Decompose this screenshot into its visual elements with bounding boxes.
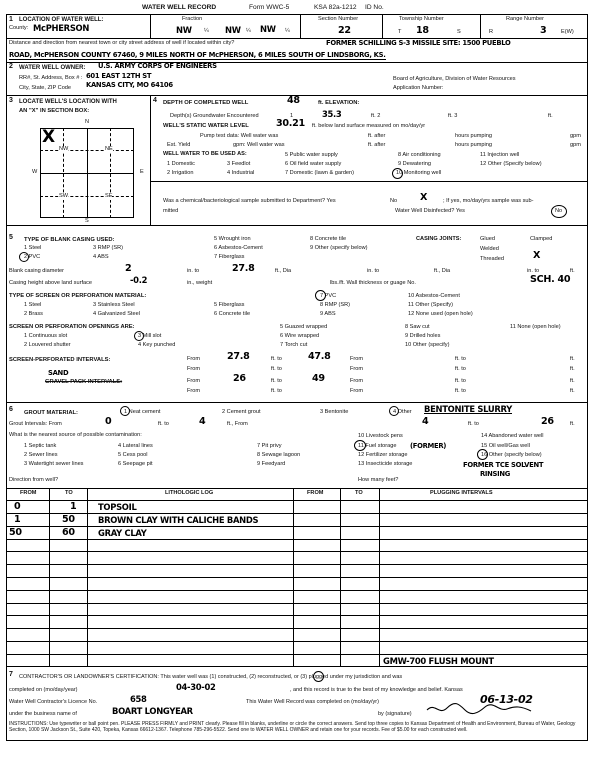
- spi-ft: ft.: [570, 356, 575, 362]
- joints-clamped[interactable]: Clamped: [530, 236, 553, 242]
- screen-other[interactable]: 11 Other (Specify): [408, 302, 453, 308]
- gi-from-value[interactable]: 0: [105, 416, 112, 427]
- fuel-note[interactable]: (FORMER): [410, 442, 447, 450]
- log-rule: [6, 513, 588, 514]
- screen-none[interactable]: 12 None used (open hole): [408, 311, 473, 317]
- log-header-plugging: PLUGGING INTERVALS: [430, 490, 493, 496]
- casing-rmp[interactable]: 3 RMP (SR): [93, 245, 124, 251]
- range-value[interactable]: 3: [540, 25, 547, 36]
- log-header-from: FROM: [20, 490, 37, 496]
- opening-key[interactable]: 4 Key punched: [138, 342, 176, 348]
- log-header-lithologic: LITHOLOGIC LOG: [165, 490, 214, 496]
- gi-from2-label: ft., From: [227, 421, 248, 427]
- pump-label: Pump test data: Well water was: [200, 133, 279, 139]
- use-lawn[interactable]: 7 Domestic (lawn & garden): [285, 170, 355, 176]
- contam-watertight[interactable]: 3 Watertight sewer lines: [24, 461, 84, 467]
- monitoring-circle: [392, 168, 403, 179]
- static-rest: ft. below land surface measured on mo/day/yr: [312, 123, 426, 129]
- id-label: ID No.: [365, 4, 384, 11]
- screen-steel[interactable]: 1 Steel: [24, 302, 42, 308]
- grout-other-value[interactable]: BENTONITE SLURRY: [424, 404, 512, 414]
- location-x-mark[interactable]: X: [42, 127, 55, 147]
- gravel-label: GRAVEL PACK INTERVALS:: [45, 379, 123, 385]
- joints-threaded[interactable]: Threaded: [480, 256, 504, 262]
- section-number-label: Section Number: [318, 16, 359, 22]
- opening-mill[interactable]: 3 Mill slot: [138, 333, 162, 339]
- log-rule: [6, 603, 588, 604]
- screen-galvanized[interactable]: 4 Galvanized Steel: [93, 311, 140, 317]
- dia-in-to: in. to: [187, 268, 200, 274]
- contam-insecticide[interactable]: 13 Insecticide storage: [358, 461, 413, 467]
- joints-welded[interactable]: Welded: [480, 246, 499, 252]
- threaded-x[interactable]: X: [533, 250, 541, 261]
- joints-label: CASING JOINTS:: [416, 236, 462, 242]
- gp-to-value[interactable]: 49: [312, 373, 325, 384]
- dia-in-to-3: in. to: [527, 268, 540, 274]
- screen-title: TYPE OF SCREEN OR PERFORATION MATERIAL:: [9, 293, 147, 299]
- mill-slot-circle: [134, 331, 144, 341]
- contam-septic[interactable]: 1 Septic tank: [24, 443, 57, 449]
- casing-other[interactable]: 9 Other (specify below): [310, 245, 368, 251]
- use-public[interactable]: 5 Public water supply: [285, 152, 338, 158]
- opening-gauzed[interactable]: 5 Guazed wrapped: [280, 324, 328, 330]
- s3-subtitle: AN "X" IN SECTION BOX:: [19, 108, 90, 114]
- direction-label: Direction from well?: [9, 477, 59, 483]
- pump-ft: ft. after: [368, 133, 386, 139]
- log-row-2-to[interactable]: 50: [62, 514, 75, 525]
- contam-fuel[interactable]: 11 Fuel storage: [358, 443, 397, 449]
- range-prefix: R: [489, 29, 494, 35]
- fraction-q1[interactable]: NW: [176, 25, 192, 35]
- sand-label[interactable]: SAND: [48, 369, 69, 377]
- owner-address[interactable]: 601 EAST 12TH ST: [86, 72, 152, 80]
- gw-1-value[interactable]: 35.3: [322, 109, 342, 119]
- weight-rest: lbs./ft. Wall thickness or guage No.: [330, 280, 416, 286]
- log-rule: [6, 577, 588, 578]
- pump-gpm: gpm: [570, 133, 581, 139]
- log-row-3-to[interactable]: 60: [62, 527, 75, 538]
- use-oilfield[interactable]: 6 Oil field water supply: [285, 161, 342, 167]
- screen-asbestos[interactable]: 10 Asbestos-Cement: [408, 293, 460, 299]
- use-aircond[interactable]: 8 Air conditioning: [398, 152, 441, 158]
- other-note-1[interactable]: FORMER TCE SOLVENT: [463, 461, 544, 469]
- dia-in-to-2: in. to: [367, 268, 380, 274]
- screen-stainless[interactable]: 3 Stainless Steel: [93, 302, 135, 308]
- cert-line-1: CONTRACTOR'S OR LANDOWNER'S CERTIFICATION: This water well was (1) constructed, (2) reconstructed, or (3) plugged under my jurisdiction and was: [19, 674, 403, 680]
- cert-line-2a: completed on (mo/day/year): [9, 687, 78, 693]
- log-row-3-from[interactable]: 50: [9, 527, 22, 538]
- spi-to-4: ft. to: [455, 366, 466, 372]
- use-dewatering[interactable]: 9 Dewatering: [398, 161, 431, 167]
- quadrant-se: SE: [105, 193, 113, 199]
- gi-from2-value[interactable]: 4: [422, 416, 429, 427]
- s4-number: 4: [153, 97, 157, 104]
- use-label: WELL WATER TO BE USED AS:: [163, 151, 247, 157]
- s3-number: 3: [9, 97, 13, 104]
- screen-fiberglass[interactable]: 5 Fiberglass: [214, 302, 245, 308]
- business-name[interactable]: BOART LONGYEAR: [112, 706, 193, 716]
- distance-line-2[interactable]: ROAD, McPHERSON COUNTY 67460, 9 MILES NORTH OF McPHERSON, 6 MILES SOUTH OF LINDSBORG, KS.: [9, 51, 386, 59]
- log-note[interactable]: GMW-700 FLUSH MOUNT: [383, 656, 494, 666]
- opening-wire[interactable]: 6 Wire wrapped: [280, 333, 320, 339]
- gw-1-prefix: 1: [290, 113, 294, 119]
- casing-steel[interactable]: 1 Steel: [24, 245, 42, 251]
- spi-from-2: From: [350, 356, 364, 362]
- log-header-to: TO: [65, 490, 73, 496]
- log-row-1-from[interactable]: 0: [14, 501, 21, 512]
- instructions: INSTRUCTIONS: Use typewriter or ball point pen. PLEASE PRESS FIRMLY and PRINT clearly. Please fill in blanks, underline or circle the correct answers. Send top three copies to Kansas Department of Health and Environment, Bureau of Water, Geology Section, 1000 SW Jackson St., Suite 420, Topeka, Kansas 66612-1367. Telephone 785-296-5522. Send one to WATER WELL OWNER and retain one for your records. Fee of $5.00 for each constructed well.: [9, 721, 576, 733]
- yield-hours: hours pumping: [455, 142, 493, 148]
- spi-to-2: ft. to: [455, 356, 466, 362]
- log-row-2-from[interactable]: 1: [14, 514, 21, 525]
- contam-feedyard[interactable]: 9 Feedyard: [257, 461, 286, 467]
- cert-line-3b: This Water Well Record was completed on (mo/day/yr): [246, 699, 379, 705]
- form-number: Form WWC-5: [249, 4, 290, 11]
- s1-number: 1: [9, 16, 13, 23]
- signature-mark: [425, 700, 535, 718]
- use-domestic[interactable]: 1 Domestic: [167, 161, 195, 167]
- s2-number: 2: [9, 63, 13, 70]
- log-rule: [6, 654, 588, 655]
- section-number-value[interactable]: 22: [338, 25, 351, 36]
- height-value[interactable]: -0.2: [130, 275, 148, 285]
- opening-louvered[interactable]: 2 Louvered shutter: [24, 342, 71, 348]
- gp-from-2: From: [350, 378, 364, 384]
- township-prefix: T: [398, 29, 402, 35]
- quarter-mark-3: ¼: [285, 28, 290, 34]
- grout-label: GROUT MATERIAL:: [24, 410, 78, 416]
- form-title: WATER WELL RECORD: [142, 4, 217, 11]
- quadrant-ne: NE: [105, 146, 113, 152]
- gp-to-2: ft. to: [455, 378, 466, 384]
- gi-to-value[interactable]: 4: [199, 416, 206, 427]
- log-header-from-2: FROM: [307, 490, 324, 496]
- contam-abandoned[interactable]: 14 Abandoned water well: [481, 433, 544, 439]
- grout-neat-circle: [120, 406, 130, 416]
- log-rule: [6, 615, 588, 616]
- opening-continuous[interactable]: 1 Continuous slot: [24, 333, 68, 339]
- ksa-number: KSA 82a-1212: [314, 4, 357, 11]
- s2-title: WATER WELL OWNER:: [19, 65, 86, 71]
- fraction-q2[interactable]: NW: [225, 25, 241, 35]
- s1-title: LOCATION OF WATER WELL:: [19, 17, 104, 23]
- depth-value[interactable]: 48: [287, 95, 300, 106]
- compass-n: N: [85, 119, 90, 125]
- log-header-to-2: TO: [355, 490, 363, 496]
- log-row-1-to[interactable]: 1: [70, 501, 77, 512]
- board-label: Board of Agriculture, Division of Water Resources: [393, 76, 516, 82]
- constructed-circle: [313, 671, 324, 682]
- height-label: Casing height above land surface: [9, 280, 93, 286]
- county-label: County:: [9, 25, 29, 31]
- screen-concrete[interactable]: 6 Concrete tile: [214, 311, 251, 317]
- contam-lateral[interactable]: 4 Lateral lines: [118, 443, 153, 449]
- township-suffix: S: [457, 29, 461, 35]
- s6-number: 6: [9, 406, 13, 413]
- joints-glued[interactable]: Glued: [480, 236, 495, 242]
- dia-to-value[interactable]: 27.8: [232, 263, 255, 274]
- screen-pvc[interactable]: 7 PVC: [320, 293, 337, 299]
- chem-mitted: mitted: [163, 208, 179, 214]
- contam-livestock[interactable]: 10 Livestock pens: [358, 433, 403, 439]
- casing-pvc-circle: [19, 252, 29, 262]
- log-rule: [6, 641, 588, 642]
- county-value[interactable]: McPHERSON: [33, 23, 90, 33]
- contam-fertilizer[interactable]: 12 Fertilizer storage: [358, 452, 408, 458]
- signature-label: by (signature): [378, 711, 412, 717]
- contam-oilgas[interactable]: 15 Oil well/Gas well: [481, 443, 530, 449]
- dia-value[interactable]: 2: [125, 263, 132, 274]
- quarter-mark-1: ¼: [204, 28, 209, 34]
- licence-number[interactable]: 658: [130, 694, 147, 704]
- contam-other-circle: [477, 449, 488, 460]
- dia-ft-3: ft.: [570, 268, 575, 274]
- yield-ft: ft. after: [368, 142, 386, 148]
- use-industrial[interactable]: 4 Industrial: [227, 170, 255, 176]
- chem-no: No: [390, 198, 398, 204]
- contam-sewer[interactable]: 2 Sewer lines: [24, 452, 58, 458]
- chem-label: Was a chemical/bacteriological sample submitted to Department? Yes: [163, 198, 336, 204]
- township-value[interactable]: 18: [416, 25, 429, 36]
- use-irrigation[interactable]: 2 Irrigation: [167, 170, 194, 176]
- record-date[interactable]: 06-13-02: [480, 693, 533, 706]
- s7-number: 7: [9, 671, 13, 678]
- contam-label: What is the nearest source of possible contamination:: [9, 432, 142, 438]
- spi-from-value[interactable]: 27.8: [227, 351, 250, 362]
- yield-mid: gpm: Well water was: [233, 142, 285, 148]
- gp-from-4: From: [350, 388, 364, 394]
- depth-label: DEPTH OF COMPLETED WELL: [163, 100, 249, 106]
- township-label: Township Number: [399, 16, 444, 22]
- spi-to-1: ft. to: [271, 356, 282, 362]
- chem-x[interactable]: X: [420, 192, 428, 203]
- fraction-q3[interactable]: NW: [260, 24, 276, 34]
- use-feedlot[interactable]: 3 Feedlot: [227, 161, 251, 167]
- grout-neat[interactable]: 1 Neat cement: [124, 409, 161, 415]
- dia-ft-2: ft., Dia: [434, 268, 451, 274]
- gi-to2-value[interactable]: 26: [541, 416, 554, 427]
- dia-label: Blank casing diameter: [9, 268, 65, 274]
- address-label: RR#, St. Address, Box # :: [19, 75, 83, 81]
- static-label: WELL'S STATIC WATER LEVEL: [163, 123, 249, 129]
- log-row-2-desc[interactable]: BROWN CLAY WITH CALICHE BANDS: [98, 515, 259, 525]
- disinfected-label: Water Well Disinfected? Yes: [395, 208, 465, 214]
- opening-saw[interactable]: 8 Saw cut: [405, 324, 430, 330]
- log-rule: [6, 539, 588, 540]
- yield-label: Est. Yield: [167, 142, 191, 148]
- range-label: Range Number: [506, 16, 544, 22]
- casing-concrete[interactable]: 8 Concrete tile: [310, 236, 347, 242]
- screen-pvc-circle: [315, 290, 326, 301]
- screen-brass[interactable]: 2 Brass: [24, 311, 43, 317]
- spi-to-value[interactable]: 47.8: [308, 351, 331, 362]
- fuel-circle: [354, 440, 366, 451]
- spi-to-3: ft. to: [271, 366, 282, 372]
- use-monitoring[interactable]: 10 Monitoring well: [396, 170, 442, 176]
- gp-ft: ft.: [570, 378, 575, 384]
- dia-ft-1: ft., Dia: [275, 268, 292, 274]
- gi-to2-label: ft. to: [468, 421, 479, 427]
- disinfected-no[interactable]: No: [555, 208, 563, 214]
- gw-2-label: ft. 2: [371, 113, 381, 119]
- casing-pvc[interactable]: 2 PVC: [24, 254, 41, 260]
- opening-other[interactable]: 10 Other (specify): [405, 342, 450, 348]
- spi-from-1: From: [187, 356, 201, 362]
- gp-from-value[interactable]: 26: [233, 373, 246, 384]
- compass-e: E: [140, 169, 144, 175]
- casing-wrought[interactable]: 5 Wrought iron: [214, 236, 251, 242]
- grout-cement[interactable]: 2 Cement grout: [222, 409, 261, 415]
- openings-title: SCREEN OR PERFORATION OPENINGS ARE:: [9, 324, 135, 330]
- contam-seepage[interactable]: 6 Seepage pit: [118, 461, 153, 467]
- quadrant-nw: NW: [59, 146, 69, 152]
- elevation-label: ft. ELEVATION:: [318, 100, 360, 106]
- gp-to-1: ft. to: [271, 378, 282, 384]
- static-value[interactable]: 30.21: [276, 118, 305, 129]
- gw-label: Depth(s) Groundwater Encountered: [170, 113, 259, 119]
- other-note-2[interactable]: RINSING: [480, 470, 511, 478]
- screen-rmp[interactable]: 8 RMP (SR): [320, 302, 351, 308]
- quarter-mark-2: ¼: [246, 28, 251, 34]
- distance-label: Distance and direction from nearest town or city street address of well if located within city?: [9, 40, 235, 46]
- grout-other[interactable]: 4 Other: [393, 409, 412, 415]
- opening-drilled[interactable]: 9 Drilled holes: [405, 333, 441, 339]
- gi-to-label: ft. to: [158, 421, 169, 427]
- compass-w: W: [32, 169, 38, 175]
- contam-cesspool[interactable]: 5 Cess pool: [118, 452, 148, 458]
- screen-abs[interactable]: 9 ABS: [320, 311, 336, 317]
- casing-abs[interactable]: 4 ABS: [93, 254, 109, 260]
- compass-s: S: [85, 218, 89, 224]
- pump-hours: hours pumping: [455, 133, 493, 139]
- contam-lagoon[interactable]: 8 Sewage lagoon: [257, 452, 301, 458]
- contam-privy[interactable]: 7 Pit privy: [257, 443, 282, 449]
- contam-other[interactable]: 16 Other (specify below): [481, 452, 542, 458]
- casing-title: TYPE OF BLANK CASING USED:: [24, 237, 115, 243]
- chem-rest: ; If yes, mo/day/yrs sample was sub-: [443, 198, 534, 204]
- completed-date[interactable]: 04-30-02: [176, 682, 216, 692]
- yield-gpm: gpm: [570, 142, 581, 148]
- log-row-1-desc[interactable]: TOPSOIL: [98, 502, 137, 512]
- cert-line-2b: , and this record is true to the best of my knowledge and belief. Kansas: [290, 687, 463, 693]
- log-rule: [6, 564, 588, 565]
- how-many-label: How many feet?: [358, 477, 399, 483]
- grout-bentonite[interactable]: 3 Bentonite: [320, 409, 349, 415]
- city-label: City, State, ZIP Code: [19, 85, 72, 91]
- casing-fiberglass[interactable]: 7 Fiberglass: [214, 254, 245, 260]
- s3-title: LOCATE WELL'S LOCATION WITH: [19, 99, 117, 105]
- gp-ft-2: ft.: [570, 388, 575, 394]
- gw-3-label: ft. 3: [448, 113, 458, 119]
- opening-torch[interactable]: 7 Torch cut: [280, 342, 308, 348]
- opening-none[interactable]: 11 None (open hole): [510, 324, 561, 330]
- gp-from-1: From: [187, 378, 201, 384]
- spi-ft-2: ft.: [570, 366, 575, 372]
- log-rule: [6, 551, 588, 552]
- log-rule: [6, 628, 588, 629]
- log-rule: [6, 526, 588, 527]
- gp-to-3: ft. to: [271, 388, 282, 394]
- gp-to-4: ft. to: [455, 388, 466, 394]
- disinfected-circle: [551, 205, 567, 218]
- cert-line-4a: under the business name of: [9, 711, 77, 717]
- use-injection[interactable]: 11 Injection well: [480, 152, 520, 158]
- s5-number: 5: [9, 234, 13, 241]
- range-ew: E(W): [561, 29, 574, 35]
- log-row-3-desc[interactable]: GRAY CLAY: [98, 528, 147, 538]
- gw-end: ft.: [548, 113, 553, 119]
- use-other[interactable]: 12 Other (Specify below): [480, 161, 542, 167]
- quadrant-sw: SW: [59, 193, 69, 199]
- grout-interval-label: Grout Intervals: From: [9, 421, 62, 427]
- distance-line-1[interactable]: FORMER SCHILLING S-3 MISSILE SITE: 1500 PUEBLO: [326, 39, 511, 47]
- spi-from-3: From: [187, 366, 201, 372]
- gp-from-3: From: [187, 388, 201, 394]
- weight-label: in., weight: [187, 280, 213, 286]
- application-label: Application Number:: [393, 85, 444, 91]
- grout-other-circle: [389, 406, 399, 416]
- gauge-value[interactable]: SCH. 40: [530, 274, 571, 285]
- spi-from-4: From: [350, 366, 364, 372]
- gi-ft: ft.: [570, 421, 575, 427]
- spi-label: SCREEN-PERFORATED INTERVALS:: [9, 357, 111, 363]
- log-rule: [6, 590, 588, 591]
- fraction-label: Fraction: [182, 16, 203, 22]
- owner-name[interactable]: U.S. ARMY CORPS OF ENGINEERS: [98, 62, 217, 70]
- cert-line-3a: Water Well Contractor's Licence No.: [9, 699, 98, 705]
- owner-city[interactable]: KANSAS CITY, MO 64106: [86, 81, 173, 89]
- casing-asbestos[interactable]: 6 Asbestos-Cement: [214, 245, 263, 251]
